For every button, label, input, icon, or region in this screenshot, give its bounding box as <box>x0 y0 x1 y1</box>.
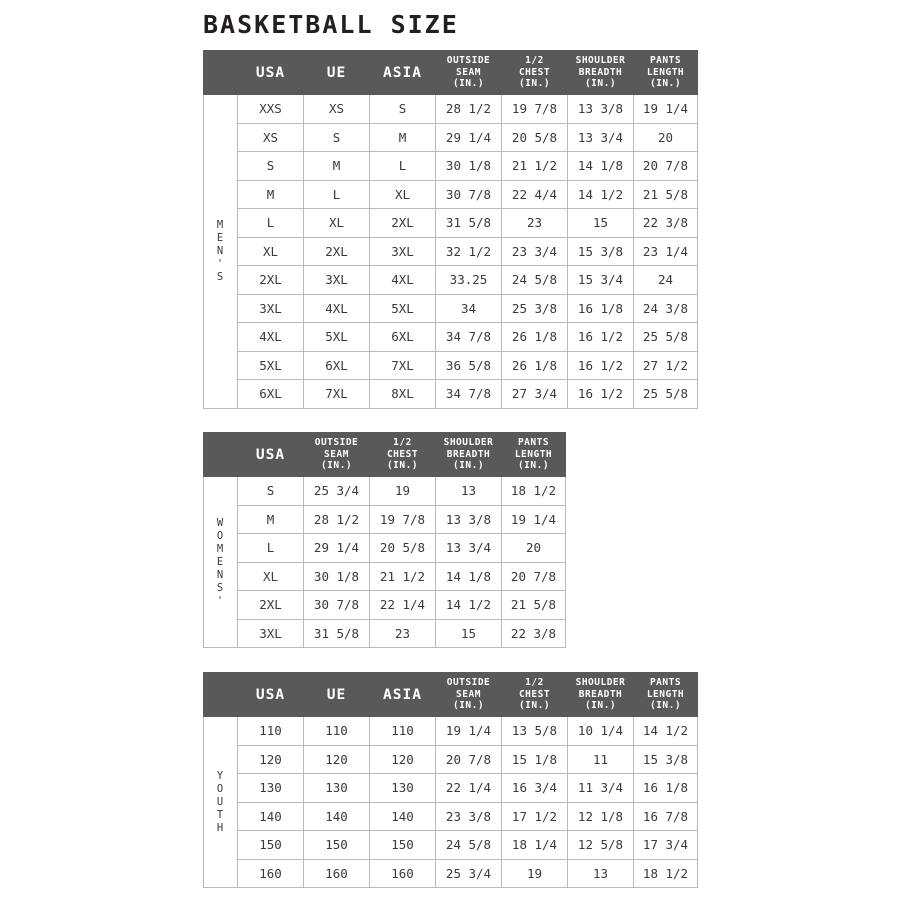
header-shoulder-breadth: SHOULDER BREADTH (IN.) <box>568 51 634 95</box>
table-row <box>204 591 566 620</box>
cell-pants: 15 3/8 <box>634 745 698 774</box>
cell-half-chest: 25 3/8 <box>502 294 568 323</box>
cell-shoulder: 12 1/8 <box>568 802 634 831</box>
cell-asia: L <box>370 152 436 181</box>
cell-usa: 3XL <box>238 619 304 648</box>
header-half-chest: 1/2 CHEST (IN.) <box>370 433 436 477</box>
cell-ue: 7XL <box>304 380 370 409</box>
table-row <box>204 859 698 888</box>
cell-asia: 140 <box>370 802 436 831</box>
table-row <box>204 294 698 323</box>
cell-shoulder: 11 3/4 <box>568 774 634 803</box>
header-ue: UE <box>304 673 370 717</box>
cell-usa: M <box>238 505 304 534</box>
cell-pants: 19 1/4 <box>634 95 698 124</box>
cell-pants: 24 3/8 <box>634 294 698 323</box>
cell-outside-seam: 29 1/4 <box>436 123 502 152</box>
cell-outside-seam: 22 1/4 <box>436 774 502 803</box>
cell-outside-seam: 25 3/4 <box>436 859 502 888</box>
cell-outside-seam: 32 1/2 <box>436 237 502 266</box>
cell-pants: 19 1/4 <box>502 505 566 534</box>
cell-half-chest: 24 5/8 <box>502 266 568 295</box>
table-row <box>204 351 698 380</box>
cell-usa: L <box>238 534 304 563</box>
cell-pants: 20 <box>634 123 698 152</box>
cell-outside-seam: 23 3/8 <box>436 802 502 831</box>
cell-shoulder: 15 <box>568 209 634 238</box>
cell-outside-seam: 30 7/8 <box>436 180 502 209</box>
table-header-row <box>204 673 698 717</box>
cell-usa: XL <box>238 562 304 591</box>
cell-asia: 160 <box>370 859 436 888</box>
cell-half-chest: 19 7/8 <box>502 95 568 124</box>
header-blank-corner <box>204 673 238 717</box>
cell-outside-seam: 34 7/8 <box>436 380 502 409</box>
mens-size-table <box>203 50 698 409</box>
cell-ue: 6XL <box>304 351 370 380</box>
cell-asia: 5XL <box>370 294 436 323</box>
cell-half-chest: 22 1/4 <box>370 591 436 620</box>
cell-shoulder: 15 <box>436 619 502 648</box>
cell-ue: 4XL <box>304 294 370 323</box>
section-label-mens: M E N ' S <box>204 95 238 409</box>
cell-ue: 110 <box>304 717 370 746</box>
cell-ue: 3XL <box>304 266 370 295</box>
cell-shoulder: 10 1/4 <box>568 717 634 746</box>
table-header-row <box>204 433 566 477</box>
header-pants-length: PANTS LENGTH (IN.) <box>634 51 698 95</box>
cell-usa: 3XL <box>238 294 304 323</box>
cell-usa: 6XL <box>238 380 304 409</box>
cell-outside-seam: 28 1/2 <box>436 95 502 124</box>
table-row <box>204 745 698 774</box>
header-pants-length: PANTS LENGTH (IN.) <box>634 673 698 717</box>
cell-outside-seam: 28 1/2 <box>304 505 370 534</box>
table-row <box>204 209 698 238</box>
cell-usa: XL <box>238 237 304 266</box>
header-asia: ASIA <box>370 51 436 95</box>
cell-shoulder: 14 1/8 <box>568 152 634 181</box>
table-row <box>204 380 698 409</box>
cell-shoulder: 11 <box>568 745 634 774</box>
cell-half-chest: 21 1/2 <box>370 562 436 591</box>
cell-half-chest: 23 <box>370 619 436 648</box>
cell-pants: 18 1/2 <box>502 477 566 506</box>
cell-pants: 21 5/8 <box>634 180 698 209</box>
cell-half-chest: 16 3/4 <box>502 774 568 803</box>
cell-asia: 130 <box>370 774 436 803</box>
cell-half-chest: 21 1/2 <box>502 152 568 181</box>
cell-shoulder: 12 5/8 <box>568 831 634 860</box>
cell-outside-seam: 29 1/4 <box>304 534 370 563</box>
cell-asia: 2XL <box>370 209 436 238</box>
table-row <box>204 774 698 803</box>
cell-asia: XL <box>370 180 436 209</box>
cell-half-chest: 27 3/4 <box>502 380 568 409</box>
cell-half-chest: 13 5/8 <box>502 717 568 746</box>
cell-asia: 3XL <box>370 237 436 266</box>
cell-half-chest: 19 7/8 <box>370 505 436 534</box>
cell-shoulder: 14 1/8 <box>436 562 502 591</box>
cell-asia: 7XL <box>370 351 436 380</box>
cell-ue: M <box>304 152 370 181</box>
cell-half-chest: 20 5/8 <box>370 534 436 563</box>
cell-pants: 22 3/8 <box>634 209 698 238</box>
table-row <box>204 323 698 352</box>
cell-shoulder: 15 3/4 <box>568 266 634 295</box>
cell-outside-seam: 31 5/8 <box>436 209 502 238</box>
cell-usa: 2XL <box>238 266 304 295</box>
cell-pants: 16 1/8 <box>634 774 698 803</box>
cell-pants: 25 5/8 <box>634 323 698 352</box>
cell-outside-seam: 24 5/8 <box>436 831 502 860</box>
cell-usa: 160 <box>238 859 304 888</box>
cell-outside-seam: 34 <box>436 294 502 323</box>
header-shoulder-breadth: SHOULDER BREADTH (IN.) <box>568 673 634 717</box>
header-shoulder-breadth: SHOULDER BREADTH (IN.) <box>436 433 502 477</box>
cell-shoulder: 14 1/2 <box>436 591 502 620</box>
cell-pants: 25 5/8 <box>634 380 698 409</box>
cell-outside-seam: 25 3/4 <box>304 477 370 506</box>
header-blank-corner <box>204 51 238 95</box>
table-row <box>204 505 566 534</box>
table-row <box>204 831 698 860</box>
cell-outside-seam: 30 1/8 <box>436 152 502 181</box>
cell-half-chest: 15 1/8 <box>502 745 568 774</box>
cell-usa: XS <box>238 123 304 152</box>
cell-usa: L <box>238 209 304 238</box>
cell-half-chest: 22 4/4 <box>502 180 568 209</box>
cell-shoulder: 13 3/8 <box>568 95 634 124</box>
table-row <box>204 534 566 563</box>
cell-ue: 2XL <box>304 237 370 266</box>
cell-asia: 8XL <box>370 380 436 409</box>
cell-usa: M <box>238 180 304 209</box>
cell-half-chest: 23 3/4 <box>502 237 568 266</box>
header-outside-seam: OUTSIDE SEAM (IN.) <box>436 51 502 95</box>
cell-outside-seam: 20 7/8 <box>436 745 502 774</box>
cell-half-chest: 20 5/8 <box>502 123 568 152</box>
cell-pants: 14 1/2 <box>634 717 698 746</box>
cell-usa: 5XL <box>238 351 304 380</box>
cell-pants: 21 5/8 <box>502 591 566 620</box>
table-row <box>204 717 698 746</box>
cell-shoulder: 13 3/4 <box>568 123 634 152</box>
cell-ue: 160 <box>304 859 370 888</box>
cell-pants: 20 7/8 <box>502 562 566 591</box>
cell-pants: 24 <box>634 266 698 295</box>
table-row <box>204 266 698 295</box>
cell-ue: 150 <box>304 831 370 860</box>
cell-shoulder: 15 3/8 <box>568 237 634 266</box>
cell-outside-seam: 34 7/8 <box>436 323 502 352</box>
cell-usa: 140 <box>238 802 304 831</box>
cell-usa: S <box>238 152 304 181</box>
header-usa: USA <box>238 673 304 717</box>
cell-shoulder: 16 1/8 <box>568 294 634 323</box>
table-row <box>204 237 698 266</box>
cell-usa: XXS <box>238 95 304 124</box>
cell-ue: XS <box>304 95 370 124</box>
cell-ue: S <box>304 123 370 152</box>
cell-asia: 110 <box>370 717 436 746</box>
cell-half-chest: 17 1/2 <box>502 802 568 831</box>
cell-ue: 120 <box>304 745 370 774</box>
section-label-womens: W O M E N S ' <box>204 477 238 648</box>
header-pants-length: PANTS LENGTH (IN.) <box>502 433 566 477</box>
cell-shoulder: 13 <box>568 859 634 888</box>
cell-pants: 20 <box>502 534 566 563</box>
cell-usa: 120 <box>238 745 304 774</box>
header-usa: USA <box>238 433 304 477</box>
cell-outside-seam: 30 1/8 <box>304 562 370 591</box>
cell-half-chest: 26 1/8 <box>502 323 568 352</box>
table-row <box>204 152 698 181</box>
cell-outside-seam: 36 5/8 <box>436 351 502 380</box>
table-row <box>204 95 698 124</box>
cell-pants: 16 7/8 <box>634 802 698 831</box>
cell-half-chest: 19 <box>502 859 568 888</box>
cell-asia: 150 <box>370 831 436 860</box>
table-row <box>204 802 698 831</box>
cell-asia: 120 <box>370 745 436 774</box>
header-asia: ASIA <box>370 673 436 717</box>
cell-pants: 17 3/4 <box>634 831 698 860</box>
cell-pants: 27 1/2 <box>634 351 698 380</box>
table-header-row <box>204 51 698 95</box>
cell-outside-seam: 33.25 <box>436 266 502 295</box>
cell-ue: 130 <box>304 774 370 803</box>
header-half-chest: 1/2 CHEST (IN.) <box>502 51 568 95</box>
table-row <box>204 123 698 152</box>
cell-usa: 4XL <box>238 323 304 352</box>
header-half-chest: 1/2 CHEST (IN.) <box>502 673 568 717</box>
cell-usa: 130 <box>238 774 304 803</box>
page-title: BASKETBALL SIZE <box>203 10 459 39</box>
table-row <box>204 477 566 506</box>
cell-half-chest: 18 1/4 <box>502 831 568 860</box>
cell-usa: 110 <box>238 717 304 746</box>
table-row <box>204 619 566 648</box>
cell-shoulder: 13 3/8 <box>436 505 502 534</box>
cell-asia: S <box>370 95 436 124</box>
cell-shoulder: 13 <box>436 477 502 506</box>
header-ue: UE <box>304 51 370 95</box>
cell-shoulder: 16 1/2 <box>568 351 634 380</box>
cell-outside-seam: 30 7/8 <box>304 591 370 620</box>
header-blank-corner <box>204 433 238 477</box>
cell-usa: S <box>238 477 304 506</box>
cell-shoulder: 16 1/2 <box>568 323 634 352</box>
cell-pants: 18 1/2 <box>634 859 698 888</box>
cell-ue: 140 <box>304 802 370 831</box>
header-outside-seam: OUTSIDE SEAM (IN.) <box>436 673 502 717</box>
womens-size-table <box>203 432 566 648</box>
header-usa: USA <box>238 51 304 95</box>
cell-asia: M <box>370 123 436 152</box>
table-row <box>204 180 698 209</box>
cell-usa: 2XL <box>238 591 304 620</box>
cell-ue: 5XL <box>304 323 370 352</box>
cell-shoulder: 14 1/2 <box>568 180 634 209</box>
cell-ue: XL <box>304 209 370 238</box>
cell-shoulder: 16 1/2 <box>568 380 634 409</box>
cell-shoulder: 13 3/4 <box>436 534 502 563</box>
cell-asia: 6XL <box>370 323 436 352</box>
cell-half-chest: 26 1/8 <box>502 351 568 380</box>
cell-pants: 23 1/4 <box>634 237 698 266</box>
section-label-youth: Y O U T H <box>204 717 238 888</box>
table-row <box>204 562 566 591</box>
cell-usa: 150 <box>238 831 304 860</box>
cell-pants: 22 3/8 <box>502 619 566 648</box>
cell-outside-seam: 31 5/8 <box>304 619 370 648</box>
cell-asia: 4XL <box>370 266 436 295</box>
header-outside-seam: OUTSIDE SEAM (IN.) <box>304 433 370 477</box>
cell-ue: L <box>304 180 370 209</box>
cell-half-chest: 19 <box>370 477 436 506</box>
cell-half-chest: 23 <box>502 209 568 238</box>
youth-size-table <box>203 672 698 888</box>
cell-outside-seam: 19 1/4 <box>436 717 502 746</box>
cell-pants: 20 7/8 <box>634 152 698 181</box>
